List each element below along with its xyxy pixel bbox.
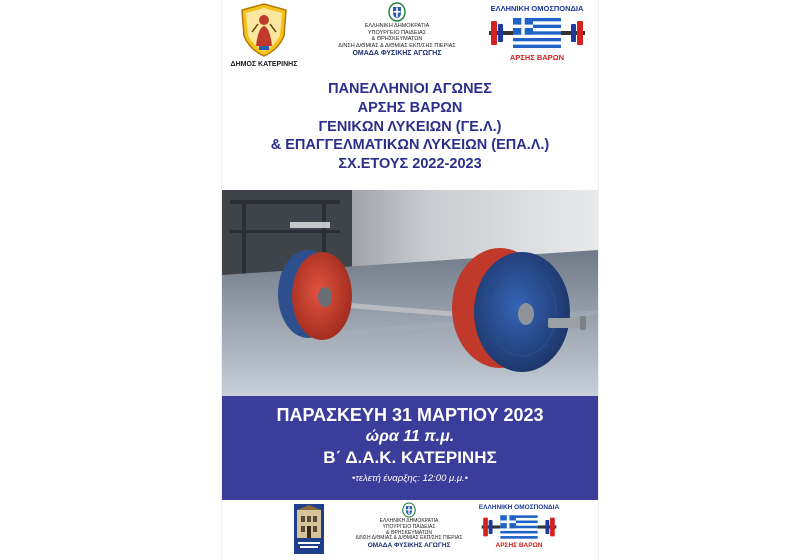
title-line: ΓΕΝΙΚΩΝ ΛΥΚΕΙΩΝ (ΓΕ.Λ.)	[318, 118, 502, 135]
federation-logo-bottom	[476, 504, 562, 549]
barbell-photo-image	[222, 190, 598, 396]
top-logo-strip	[222, 0, 598, 76]
ministry-line: ΥΠΟΥΡΓΕΙΟ ΠΑΙΔΕΙΑΣ	[382, 523, 436, 530]
bottom-logo-strip	[222, 500, 598, 560]
title-line: ΠΑΝΕΛΛΗΝΙΟΙ ΑΓΩΝΕΣ	[328, 81, 492, 97]
ministry-team: ΟΜΑΔΑ ΦΥΣΙΚΗΣ ΑΓΩΓΗΣ	[367, 542, 451, 550]
greek-emblem-icon	[402, 502, 416, 518]
federation-name-line2: ΑΡΣΗΣ ΒΑΡΩΝ	[509, 53, 565, 62]
event-time: ώρα 11 π.μ.	[365, 428, 455, 445]
event-title	[222, 80, 598, 174]
ministry-line: ΥΠΟΥΡΓΕΙΟ ΠΑΙΔΕΙΑΣ	[367, 29, 427, 36]
municipality-caption: ΔΗΜΟΣ ΚΑΤΕΡΙΝΗΣ	[230, 61, 298, 68]
title-line: ΑΡΣΗΣ ΒΑΡΩΝ	[357, 99, 463, 116]
barbell-flag-icon	[479, 513, 559, 541]
ministry-logo	[322, 2, 472, 58]
ministry-line: ΕΛΛΗΝΙΚΗ ΔΗΜΟΚΡΑΤΙΑ	[379, 518, 439, 524]
ministry-team: ΟΜΑΔΑ ΦΥΣΙΚΗΣ ΑΓΩΓΗΣ	[352, 50, 442, 58]
ministry-line: Δ/ΝΣΗ Δ/ΘΜΙΑΣ & Δ/ΘΜΙΑΣ ΕΚΠ/ΣΗΣ ΠΙΕΡΙΑΣ	[355, 535, 463, 542]
school-building-icon	[294, 504, 324, 554]
event-details-band	[222, 396, 598, 500]
ministry-line: & ΘΡΗΣΚΕΥΜΑΤΩΝ	[371, 36, 423, 43]
opening-ceremony: •τελετή έναρξης: 12:00 μ.μ.•	[352, 473, 468, 484]
federation-logo	[478, 4, 596, 62]
event-poster	[222, 0, 598, 560]
ministry-logo-bottom	[334, 502, 484, 550]
title-line: ΣΧ.ΕΤΟΥΣ 2022-2023	[338, 156, 482, 173]
title-line: & ΕΠΑΓΓΕΛΜΑΤΙΚΩΝ ΛΥΚΕΙΩΝ (ΕΠΑ.Λ.)	[270, 137, 550, 154]
event-date: ΠΑΡΑΣΚΕΥΗ 31 ΜΑΡΤΙΟΥ 2023	[276, 405, 544, 425]
ministry-line: ΕΛΛΗΝΙΚΗ ΔΗΜΟΚΡΑΤΙΑ	[364, 23, 430, 29]
federation-name-line1: ΕΛΛΗΝΙΚΗ ΟΜΟΣΠΟΝΔΙΑ	[478, 504, 560, 511]
barbell-flag-icon	[487, 15, 587, 51]
municipality-logo	[228, 2, 300, 68]
municipality-seal-icon	[238, 2, 290, 58]
ministry-line: Δ/ΝΣΗ Δ/ΘΜΙΑΣ & Δ/ΘΜΙΑΣ ΕΚΠ/ΣΗΣ ΠΙΕΡΙΑΣ	[338, 42, 456, 49]
greek-emblem-icon	[388, 2, 406, 22]
barbell-photo	[222, 190, 598, 396]
ministry-line: & ΘΡΗΣΚΕΥΜΑΤΩΝ	[385, 529, 433, 536]
event-venue: Β΄ Δ.Α.Κ. ΚΑΤΕΡΙΝΗΣ	[323, 448, 497, 467]
federation-name-line2: ΑΡΣΗΣ ΒΑΡΩΝ	[495, 542, 543, 549]
federation-name-line1: ΕΛΛΗΝΙΚΗ ΟΜΟΣΠΟΝΔΙΑ	[490, 4, 584, 13]
